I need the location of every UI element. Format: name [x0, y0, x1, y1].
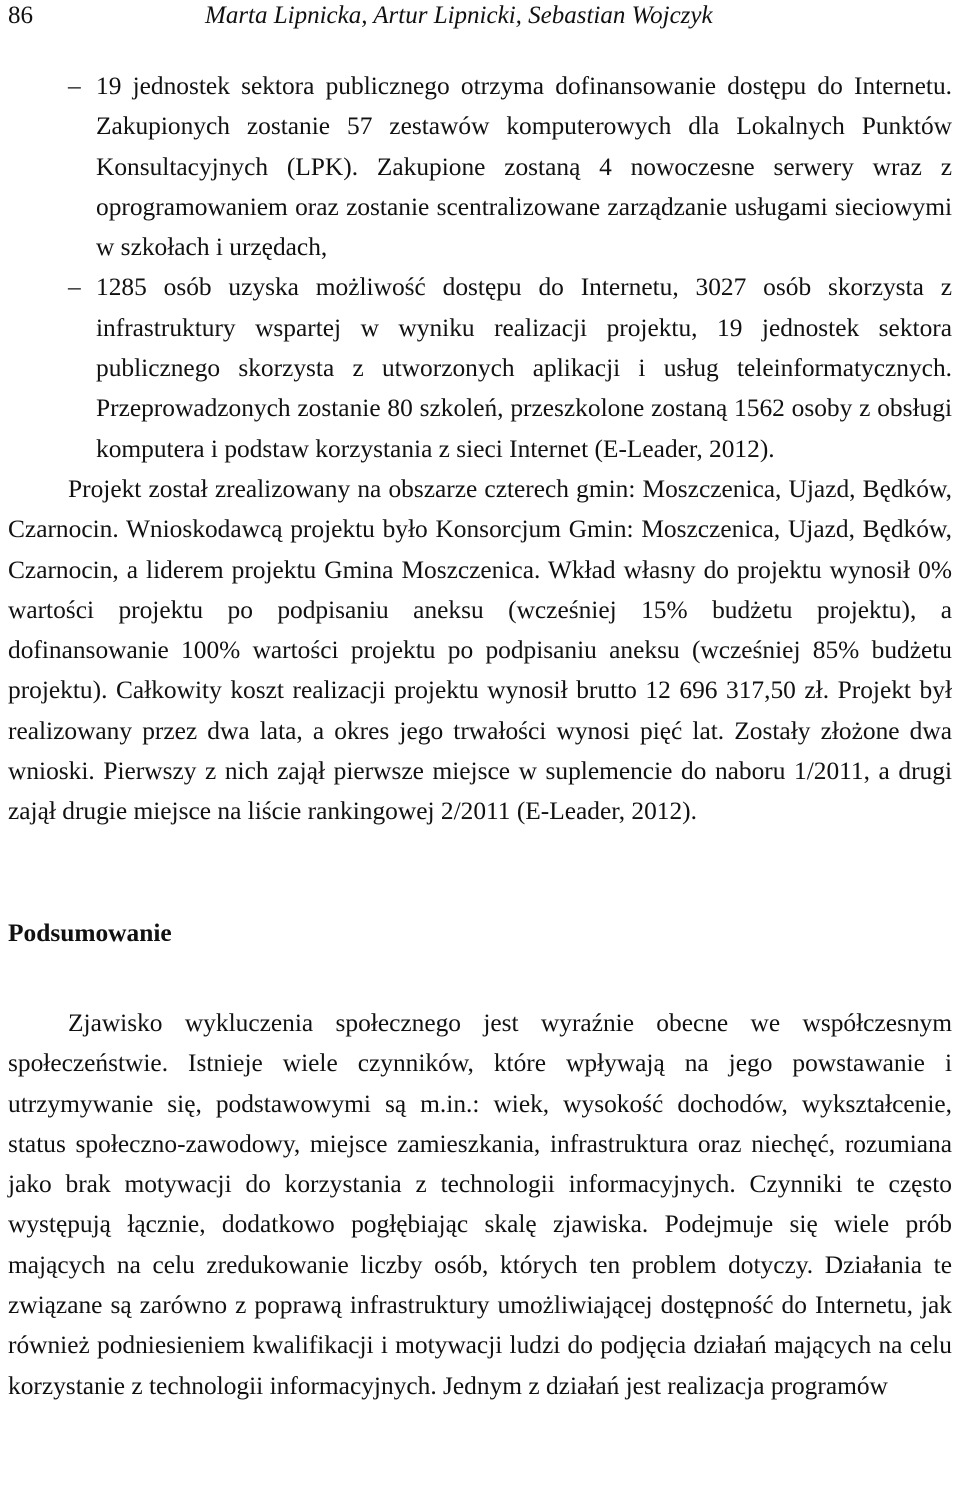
section-heading: Podsumowanie	[8, 918, 172, 947]
bullet-item	[8, 267, 952, 468]
bullet-item	[8, 66, 952, 267]
bullet-dash: –	[68, 273, 81, 302]
summary-paragraph: Zjawisko wykluczenia społecznego jest wyraźnie obecne we współczesnym społeczeństwie. Istnieje wiele czynników, które wpływają na jego powstawanie i utrzymywanie się, podstawowymi są m.in.: wiek, wysokość dochodów, wykształcenie, status społeczno-zawodowy, miejsce zamieszkania, infrastruktura oraz niechęć, rozumiana jako brak motywacji do korzystania z technologii informacyjnych. Czynniki te często występują łącznie, dodatkowo pogłębiając skalę zjawiska. Podejmuje się wiele prób mających na celu zredukowanie liczby osób, których ten problem dotyczy. Działania te związane są zarówno z poprawą infrastruktury umożliwiającej dostępność do Internetu, jak również podniesieniem kwalifikacji i motywacji ludzi do podjęcia działań mających na celu korzystanie z technologii informacyjnych. Jednym z działań jest realizacja programów	[8, 1008, 952, 1400]
bullet-text: 1285 osób uzyska możliwość dostępu do Internetu, 3027 osób skorzysta z infrastruktury wspartej w wyniku realizacji projektu, 19 jednostek sektora publicznego skorzysta z utworzonych aplikacji i usług teleinformatycznych. Przeprowadzonych zostanie 80 szkoleń, przeszkolone zostaną 1562 osoby z obsługi komputera i podstaw korzystania z sieci Internet (E-Leader, 2012).	[96, 273, 952, 463]
bullet-text: 19 jednostek sektora publicznego otrzyma dofinansowanie dostępu do Internetu. Zakupionych zostanie 57 zestawów komputerowych dla Lokalnych Punktów Konsultacyjnych (LPK). Zakupione zostaną 4 nowoczesne serwery wraz z oprogramowaniem oraz zostanie scentralizowane zarządzanie usługami sieciowymi w szkołach i urzędach,	[96, 72, 952, 262]
page-body	[8, 66, 952, 1406]
project-paragraph: Projekt został zrealizowany na obszarze czterech gmin: Moszczenica, Ujazd, Będków, Czarnocin. Wnioskodawcą projektu było Konsorcjum Gmin: Moszczenica, Ujazd, Będków, Czarnocin, a liderem projektu Gmina Moszczenica. Wkład własny do projektu wynosił 0% wartości projektu po podpisaniu aneksu (wcześniej 15% budżetu projektu), a dofinansowanie 100% wartości projektu po podpisaniu aneksu (wcześniej 85% budżetu projektu). Całkowity koszt realizacji projektu wynosił brutto 12 696 317,50 zł. Projekt był realizowany przez dwa lata, a okres jego trwałości wynosi pięć lat. Zostały złożone dwa wnioski. Pierwszy z nich zajął pierwsze miejsce w suplemencie do naboru 1/2011, a drugi zajął drugie miejsce na liście rankingowej 2/2011 (E-Leader, 2012).	[8, 474, 952, 826]
page-number: 86	[8, 2, 33, 29]
running-head-authors: Marta Lipnicka, Artur Lipnicki, Sebastian Wojczyk	[205, 2, 713, 29]
page-header	[0, 0, 960, 40]
bullet-dash: –	[68, 72, 81, 100]
